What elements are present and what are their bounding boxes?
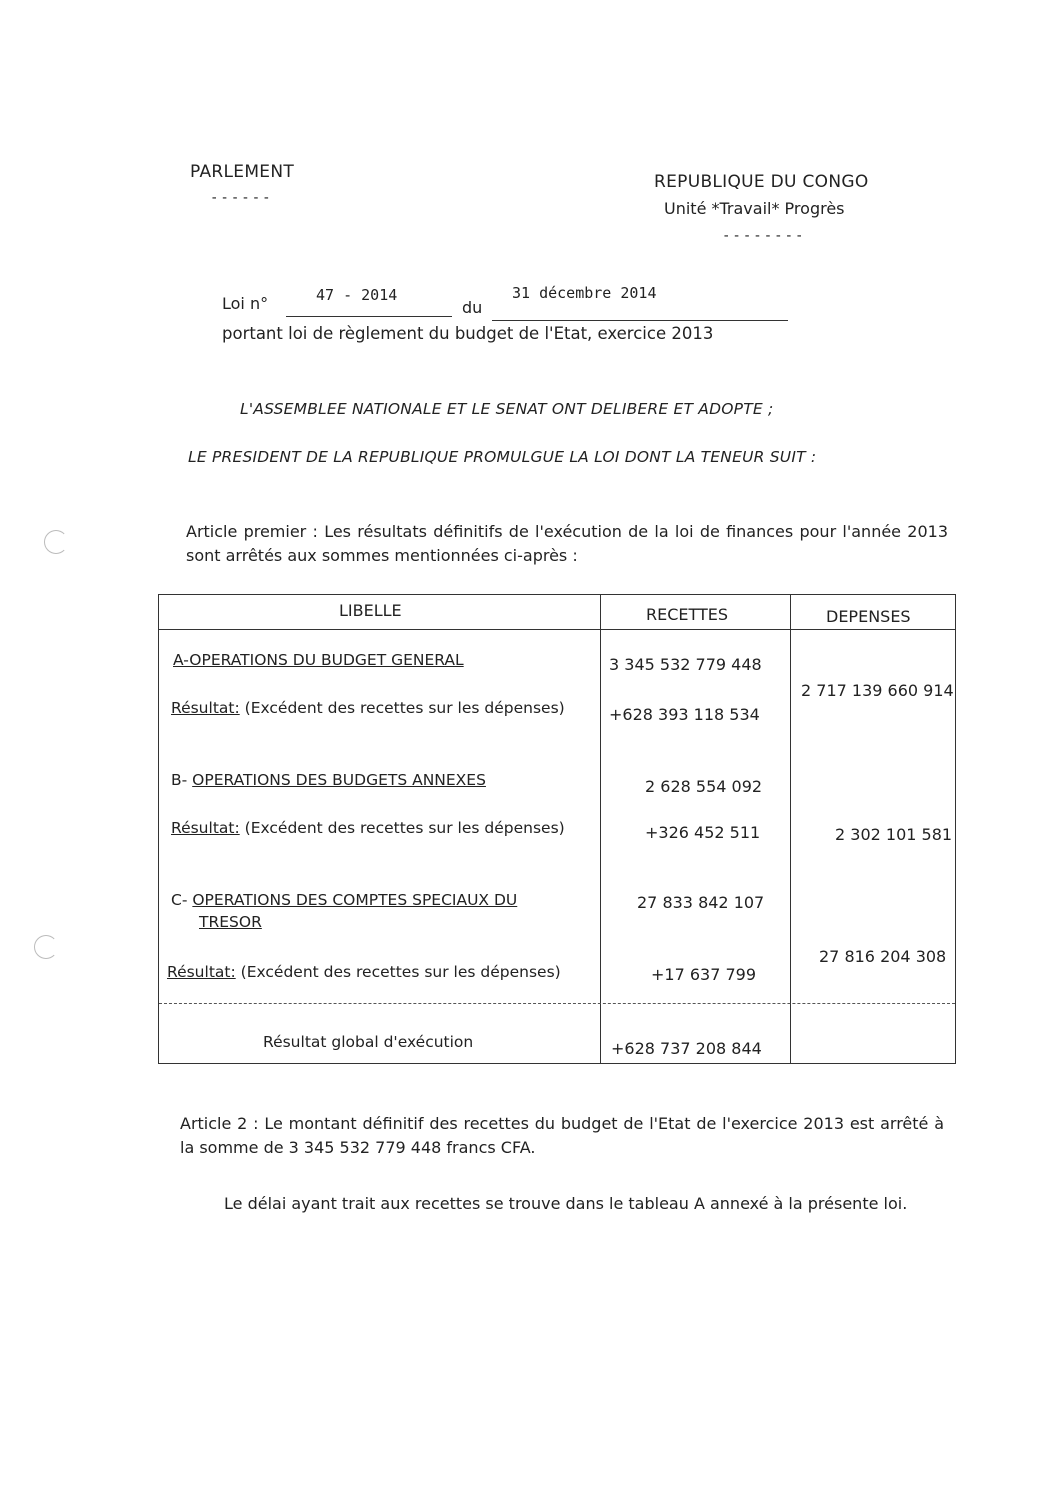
law-date-underline <box>492 320 788 321</box>
article-2-text: Le montant définitif des recettes du budget de l'Etat de l'exercice 2013 est arrêté à la somme de 3 345 532 779 448 francs CFA. <box>180 1114 945 1157</box>
global-result-label: Résultat global d'exécution <box>263 1033 474 1051</box>
section-b-title-row <box>171 771 486 789</box>
section-b-title: OPERATIONS DES BUDGETS ANNEXES <box>192 771 486 789</box>
section-a-recettes: 3 345 532 779 448 <box>609 655 762 674</box>
global-result-value: +628 737 208 844 <box>611 1039 762 1058</box>
section-c-recettes: 27 833 842 107 <box>637 893 765 912</box>
col-divider-1 <box>600 595 601 1063</box>
section-a-result-text: (Excédent des recettes sur les dépenses) <box>244 699 565 717</box>
section-c-result <box>167 963 561 981</box>
section-b-result-value: +326 452 511 <box>645 823 761 842</box>
section-c-title-line2: TRESOR <box>199 913 262 931</box>
punch-hole-bottom <box>34 935 58 959</box>
section-b-prefix: B- <box>171 771 188 789</box>
parliament-title: PARLEMENT <box>190 162 295 182</box>
section-a-title: A-OPERATIONS DU BUDGET GENERAL <box>173 651 464 669</box>
section-c-result-text: (Excédent des recettes sur les dépenses) <box>240 963 561 981</box>
article-2-label: Article 2 : <box>180 1114 259 1133</box>
article-2 <box>180 1112 944 1160</box>
section-c-depenses: 27 816 204 308 <box>819 947 947 966</box>
section-c-title: OPERATIONS DES COMPTES SPECIAUX DU <box>192 891 518 909</box>
budget-results-table <box>158 594 956 1064</box>
section-b-result-label: Résultat: <box>171 819 240 837</box>
law-subject: portant loi de règlement du budget de l'Etat, exercice 2013 <box>222 324 714 343</box>
parliament-separator: ------ <box>210 190 273 206</box>
section-b-result-text: (Excédent des recettes sur les dépenses) <box>244 819 565 837</box>
section-c-result-label: Résultat: <box>167 963 236 981</box>
preamble-assembly: L'ASSEMBLEE NATIONALE ET LE SENAT ONT DELIBERE ET ADOPTE ; <box>240 400 774 418</box>
col-divider-2 <box>790 595 791 1063</box>
section-b-result <box>171 819 565 837</box>
law-date: 31 décembre 2014 <box>512 284 657 302</box>
republic-separator: -------- <box>722 228 806 244</box>
header-divider <box>159 629 955 630</box>
total-divider <box>159 1003 955 1004</box>
law-number: 47 - 2014 <box>316 286 398 304</box>
republic-title: REPUBLIQUE DU CONGO <box>654 172 869 192</box>
header-depenses: DEPENSES <box>826 607 911 626</box>
section-c-prefix: C- <box>171 891 188 909</box>
section-b-depenses: 2 302 101 581 <box>835 825 953 844</box>
article-1-label: Article premier : <box>186 522 318 541</box>
article-2-paragraph: Le délai ayant trait aux recettes se trouve dans le tableau A annexé à la présente loi. <box>224 1194 908 1213</box>
punch-hole-top <box>44 530 68 554</box>
law-prefix: Loi n° <box>222 294 269 313</box>
law-number-underline <box>286 316 452 317</box>
republic-motto: Unité *Travail* Progrès <box>664 199 845 218</box>
section-a-result-value: +628 393 118 534 <box>609 705 760 724</box>
section-c-result-value: +17 637 799 <box>651 965 757 984</box>
header-libelle: LIBELLE <box>339 601 402 620</box>
section-a-result-label: Résultat: <box>171 699 240 717</box>
section-c-title-row <box>171 891 517 909</box>
section-b-recettes: 2 628 554 092 <box>645 777 763 796</box>
law-du: du <box>462 298 483 317</box>
header-recettes: RECETTES <box>646 605 729 624</box>
article-1 <box>186 520 948 568</box>
article-1-text: Les résultats définitifs de l'exécution de la loi de finances pour l'année 2013 sont arrêtés aux sommes mentionnées ci-après : <box>186 522 948 565</box>
section-a-result <box>171 699 565 717</box>
preamble-president: LE PRESIDENT DE LA REPUBLIQUE PROMULGUE LA LOI DONT LA TENEUR SUIT : <box>188 448 817 466</box>
section-a-depenses: 2 717 139 660 914 <box>801 681 954 700</box>
